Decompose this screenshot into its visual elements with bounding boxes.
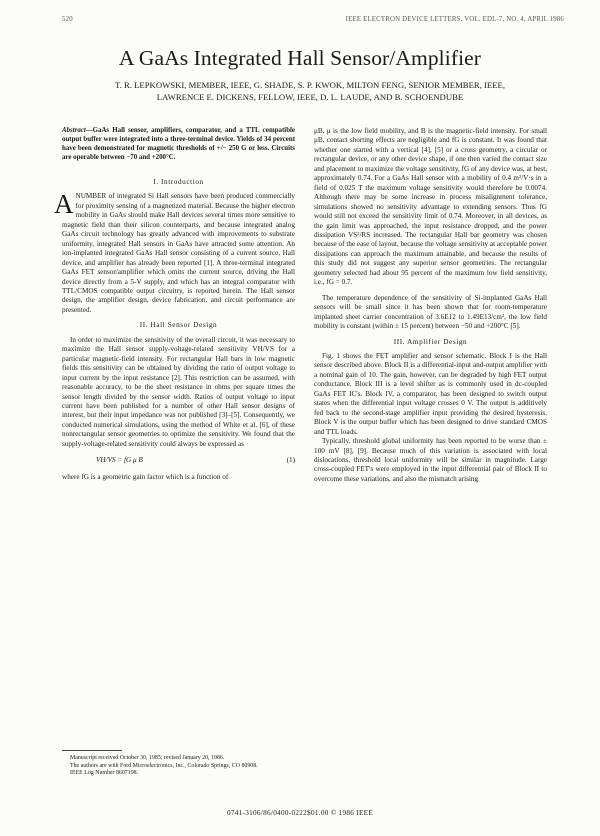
footnote-rule	[62, 750, 122, 751]
equation-1	[62, 456, 295, 465]
footnotes	[62, 755, 295, 778]
section-heading-amplifier: III. Amplifier Design	[393, 337, 468, 346]
author-line-1: T. R. LEPKOWSKI, MEMBER, IEEE, G. SHADE, S. P. KWOK, MILTON FENG, SENIOR MEMBER, IEEE,	[114, 80, 506, 90]
author-list	[70, 80, 550, 103]
drop-cap: A	[54, 189, 74, 220]
section-heading-introduction: I. Introduction	[153, 178, 204, 186]
temperature-paragraph: The temperature dependence of the sensitivity of Si-implanted GaAs Hall sensors will be small since it has been shown that for room-temperature implanted sheet carrier concentration of 3.6E12 to 1.49E13/cm², the low field mobility is constant (within ± 15 percent) between −50 and +200°C [5].	[314, 293, 547, 331]
abstract	[62, 127, 295, 163]
geometric-factor-paragraph: where fG is a geometric gain factor which is a function of	[62, 472, 229, 481]
paper-title: A GaAs Integrated Hall Sensor/Amplifier	[118, 46, 482, 70]
abstract-lead: Abstract	[62, 127, 86, 134]
footnote-affiliation: The authors are with Ford Microelectronics, Inc., Colorado Springs, CO 80908.	[70, 762, 258, 769]
right-column	[314, 127, 547, 484]
copyright-line: 0741-3106/86/0400-0222$01.00 © 1986 IEEE	[226, 809, 374, 817]
footnote-received: Manuscript received October 30, 1985; revised January 20, 1986.	[70, 755, 225, 761]
intro-text: NUMBER of integrated Si Hall sensors have been produced commercially for proximity sensing of a magnetized material. Because the higher electron mobility in GaAs should make Hall devices several times more sensitive to magnetic field than their silicon counterparts, and because integrated analog GaAs circuit technology has greatly advanced with improvements to substrate uniformity, integrated Hall sensors in GaAs have attracted some attention. An ion-implanted integrated GaAs Hall sensor consisting of a current source, Hall device, and amplifier has already been reported [1]. A three-terminal integrated GaAs FET sensor/amplifier which omits the current source, driving the Hall device directly from a 5-V supply, and which has an integral comparator with TTL/CMOS compatible output circuitry, is reported herein. The Hall sensor design, the amplifier design, device fabrication, and circuit performance are presented.	[62, 192, 295, 314]
sensitivity-paragraph: μB, μ is the low field mobility, and B is the magnetic-field intensity. For small μB, contact shorting effects are negligible and fG is constant. It was found that whether one started with a vertical [4], [5] or a cross geometry, a circular or rectangular device, or any other device shape, if one then varied the contact size and placement to maximize the voltage sensitivity, fG of any device was, at best, approximately 0.74. For a GaAs Hall sensor with a mobility of 0.4 m²/V·s in a field of 0.025 T the maximum voltage sensitivity would therefore be 0.0074. Although there may be some increase in process misalignment tolerance, simulations showed no sensitivity advantage to extending sensors. Thus fG would still not exceed the sensitivity limit of 0.74. Moreover, in all devices, as the gain limit was approached, the input resistance dropped, and the power dissipation VS²/RS increased. The rectangular Hall bar geometry was chosen because of the ease of layout, because the voltage sensitivity at acceptable power dissipations can approach the maximum attainable, and because the results of this study did not suggest any superior sensor geometries. The rectangular geometry selected had about 95 percent of the maximum low field sensitivity, i.e., fG = 0.7.	[314, 127, 547, 287]
hall-design-paragraph: In order to maximize the sensitivity of the overall circuit, it was necessary to maximize the Hall sensor supply-voltage-related sensitivity VH/VS for a particular magnetic-field intensity. For rectangular Hall bars in low magnetic fields this sensitivity can be obtained by dividing the ratio of output voltage to input current by the input resistance [2]. This restriction can be assumed, with reasonable accuracy, to be the sheet resistance in ohms per square times the sensor length divided by the sensor width. Ratios of output voltage to input current have been published for a number of other Hall sensor designs of interest, but their input impedance was not published [3]–[5]. Consequently, we conducted numerical simulations, using the method of White et al. [6], of these nonrectangular sensor geometries to optimize the sensitivity. We found that the supply-voltage-related sensitivity could always be expressed as	[62, 335, 295, 448]
running-head: IEEE ELECTRON DEVICE LETTERS, VOL. EDL-7, NO. 4, APRIL 1986	[345, 16, 564, 23]
equation-number: (1)	[286, 456, 295, 465]
section-heading-hall-sensor: II. Hall Sensor Design	[139, 321, 218, 330]
equation-body: VH/VS = fG μ B	[96, 456, 143, 465]
abstract-text: —GaAs Hall sensor, amplifiers, comparator, and a TTL compatible output buffer were integrated into a three-terminal device. Yields of 34 percent have been demonstrated for magnetic thresholds of +/− 250 G or less. Circuits are operable between −70 and +200°C.	[62, 127, 295, 161]
amplifier-paragraph: Fig. 1 shows the FET amplifier and sensor schematic. Block I is the Hall sensor described above. Block II is a differential-input and-output amplifier with a nominal gain of 10. The gain, however, can be degraded by high FET output conductance. Block III is a level shifter as is commonly used in dc-coupled GaAs FET IC's. Block IV, a comparator, has been designed to switch output states when the differential input voltage crosses 0 V. The output is additively fed back to the second-stage amplifier input providing the desired hysteresis. Block V is the output buffer which has been designed to drive standard CMOS and TTL loads.	[314, 351, 547, 436]
intro-paragraph	[54, 189, 295, 315]
left-column	[54, 172, 295, 482]
footnote-log: IEEE Log Number 8607198.	[70, 770, 139, 777]
page-number: 520	[62, 16, 73, 23]
author-line-2: LAWRENCE E. DICKENS, FELLOW, IEEE, D. L. LAUDE, AND B. SCHOENDUBE	[156, 91, 464, 102]
threshold-paragraph: Typically, threshold global uniformity has been reported to be worse than ± 100 mV [8], [9]. Because much of this variation is associated with local dislocations, threshold local uniformity will be similar in magnitude. Large cross-coupled FET's were employed in the input differential pair of Block II to overcome these variations, and also the mismatch arising	[314, 437, 547, 483]
